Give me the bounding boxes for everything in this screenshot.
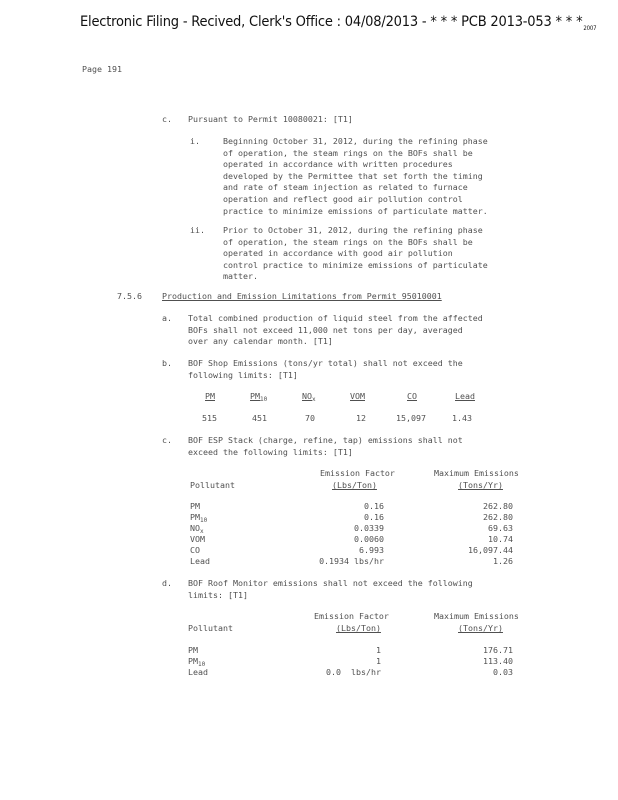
text-line: of operation, the steam rings on the BOFs shall be xyxy=(223,147,473,158)
text-line: BOFs shall not exceed 11,000 net tons per day, averaged xyxy=(188,324,463,335)
esp-row-pollutant: PM xyxy=(190,501,200,511)
roof-row-factor: 1 xyxy=(376,645,381,655)
filing-stamp-sub: 2007 xyxy=(583,25,597,32)
roof-row-factor: 1 xyxy=(376,656,381,666)
text-line: Prior to October 31, 2012, during the refining phase xyxy=(223,225,483,235)
roof-row-pollutant: $PM_{10}$ xyxy=(188,656,206,668)
item-c-marker: c. xyxy=(162,435,172,445)
roof-row-factor: 0.0 lbs/hr xyxy=(326,667,381,677)
section-c-item-ii-text xyxy=(223,225,488,283)
shop-value-vom: 12 xyxy=(356,413,366,423)
shop-header-co: CO xyxy=(407,391,417,401)
item-b-marker: b. xyxy=(162,358,172,368)
text-line: operated in accordance with good air pollution xyxy=(223,248,453,259)
esp-col-max-2: (Tons/Yr) xyxy=(458,480,503,490)
text-line: operation and reflect good air pollution control xyxy=(223,193,463,204)
text-line: control practice to minimize emissions of particulate xyxy=(223,259,488,270)
esp-row-max: 262.80 xyxy=(483,512,513,522)
text-line: BOF ESP Stack (charge, refine, tap) emissions shall not xyxy=(188,435,463,445)
esp-col-pollutant: Pollutant xyxy=(190,480,235,490)
shop-header-lead: Lead xyxy=(455,391,475,401)
roof-row-max: 0.03 xyxy=(493,667,513,677)
section-c-marker: c. xyxy=(162,114,172,124)
filing-stamp-header xyxy=(80,14,596,32)
text-line: exceed the following limits: [T1] xyxy=(188,446,353,457)
esp-col-max-1: Maximum Emissions xyxy=(434,468,519,478)
esp-col-factor-2: (Lbs/Ton) xyxy=(332,480,377,490)
section-756-title: Production and Emission Limitations from Permit 95010001 xyxy=(162,291,442,301)
esp-row-factor: 6.993 xyxy=(359,545,384,555)
text-line: Total combined production of liquid steel from the affected xyxy=(188,313,483,323)
esp-row-factor: 0.16 xyxy=(364,501,384,511)
shop-value-pm10: 451 xyxy=(252,413,267,423)
section-c-title: Pursuant to Permit 10080021: [T1] xyxy=(188,114,353,124)
section-c-item-i-marker: i. xyxy=(190,136,200,146)
shop-header-nox: $NO_x$ xyxy=(302,391,316,403)
text-line: BOF Roof Monitor emissions shall not exceed the following xyxy=(188,578,473,588)
esp-row-factor: 0.0339 xyxy=(354,523,384,533)
roof-row-pollutant: Lead xyxy=(188,667,208,677)
roof-row-pollutant: PM xyxy=(188,645,198,655)
text-line: Beginning October 31, 2012, during the refining phase xyxy=(223,136,488,146)
text-line: operated in accordance with written procedures xyxy=(223,159,453,170)
shop-value-nox: 70 xyxy=(305,413,315,423)
roof-col-max-1: Maximum Emissions xyxy=(434,611,519,621)
text-line: and rate of steam injection as related to furnace xyxy=(223,182,468,193)
item-b-text xyxy=(188,358,463,381)
roof-col-pollutant: Pollutant xyxy=(188,623,233,633)
esp-row-max: 10.74 xyxy=(488,534,513,544)
item-d-text xyxy=(188,578,473,601)
item-a-text xyxy=(188,313,483,348)
section-c-item-ii-marker: ii. xyxy=(190,225,205,235)
esp-row-pollutant: $PM_{10}$ xyxy=(190,512,208,524)
esp-col-factor-1: Emission Factor xyxy=(320,468,395,478)
text-line: following limits: [T1] xyxy=(188,369,298,380)
esp-row-factor: 0.0060 xyxy=(354,534,384,544)
esp-row-factor: 0.1934 lbs/hr xyxy=(319,556,384,566)
roof-row-max: 176.71 xyxy=(483,645,513,655)
esp-row-factor: 0.16 xyxy=(364,512,384,522)
roof-col-factor-1: Emission Factor xyxy=(314,611,389,621)
roof-col-factor-2: (Lbs/Ton) xyxy=(336,623,381,633)
esp-row-max: 1.26 xyxy=(493,556,513,566)
text-line: over any calendar month. [T1] xyxy=(188,336,333,347)
page-label: Page 191 xyxy=(82,64,122,74)
shop-value-co: 15,097 xyxy=(396,413,426,423)
esp-row-pollutant: VOM xyxy=(190,534,205,544)
item-c-text xyxy=(188,435,463,458)
shop-value-pm: 515 xyxy=(202,413,217,423)
esp-row-pollutant: $NO_x$ xyxy=(190,523,204,535)
text-line: limits: [T1] xyxy=(188,589,248,600)
text-line: of operation, the steam rings on the BOFs shall be xyxy=(223,236,473,247)
item-a-marker: a. xyxy=(162,313,172,323)
text-line: practice to minimize emissions of particulate matter. xyxy=(223,205,488,216)
shop-header-pm: PM xyxy=(205,391,215,401)
shop-header-vom: VOM xyxy=(350,391,365,401)
roof-col-max-2: (Tons/Yr) xyxy=(458,623,503,633)
shop-value-lead: 1.43 xyxy=(452,413,472,423)
esp-row-pollutant: CO xyxy=(190,545,200,555)
text-line: BOF Shop Emissions (tons/yr total) shall not exceed the xyxy=(188,358,463,368)
filing-stamp-text: Electronic Filing - Recived, Clerk's Office : 04/08/2013 - * * * PCB 2013-053 * * * xyxy=(80,14,583,30)
esp-row-pollutant: Lead xyxy=(190,556,210,566)
esp-row-max: 262.80 xyxy=(483,501,513,511)
shop-header-pm10: $PM_{10}$ xyxy=(250,391,268,403)
esp-row-max: 69.63 xyxy=(488,523,513,533)
roof-row-max: 113.40 xyxy=(483,656,513,666)
section-c-item-i-text xyxy=(223,136,488,217)
section-756-number: 7.5.6 xyxy=(117,291,142,301)
esp-row-max: 16,097.44 xyxy=(468,545,513,555)
item-d-marker: d. xyxy=(162,578,172,588)
text-line: developed by the Permittee that set forth the timing xyxy=(223,170,483,181)
text-line: matter. xyxy=(223,271,258,282)
